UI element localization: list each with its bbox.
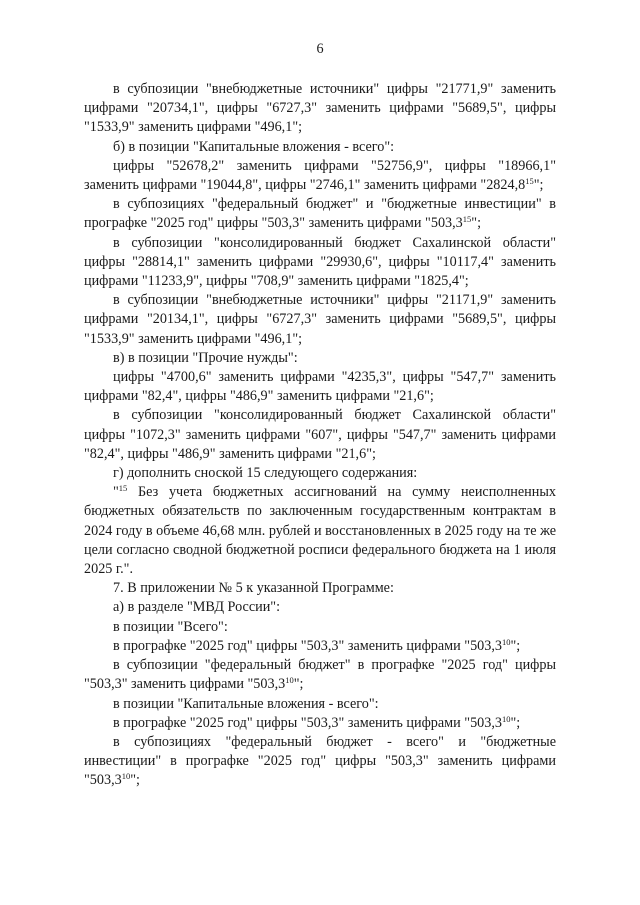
text-run: в позиции "Капитальные вложения - всего": — [113, 695, 379, 712]
paragraph — [84, 195, 556, 233]
text-run: в прографке "2025 год" цифры "503,3" заменить цифрами "503,3 — [113, 637, 503, 654]
paragraph — [84, 598, 556, 617]
text-run: "; — [130, 772, 140, 789]
text-run: а) в разделе "МВД России": — [113, 599, 281, 616]
text-run: в субпозиции "федеральный бюджет" в прографке "2025 год" цифры "503,3" заменить цифрами "503,3 — [84, 657, 556, 693]
paragraph — [84, 464, 556, 483]
paragraph — [84, 157, 556, 195]
paragraph — [84, 579, 556, 598]
text-run: в прографке "2025 год" цифры "503,3" заменить цифрами "503,3 — [113, 714, 503, 731]
text-run: "; — [510, 637, 521, 654]
text-run: Без учета бюджетных ассигнований на сумму неисполненных бюджетных обязательств по заключенным государственным контрактам в 2024 году в объеме 46,68 млн. рублей и восстановленных в 2025 году на те же цели согласно сводной бюджетной росписи федерального бюджета на 1 июля 2025 г.". — [84, 484, 556, 578]
footnote-marker: 10 — [502, 636, 511, 647]
paragraph — [84, 637, 556, 656]
paragraph — [84, 234, 556, 292]
text-run: "; — [533, 177, 544, 194]
paragraph — [84, 714, 556, 733]
text-run: цифры "4700,6" заменить цифрами "4235,3", цифры "547,7" заменить цифрами "82,4", цифры "486,9" заменить цифрами "21,6"; — [84, 369, 556, 405]
paragraph — [84, 138, 556, 157]
paragraph — [84, 483, 556, 579]
paragraph — [84, 349, 556, 368]
document-body — [84, 80, 556, 791]
text-run: "; — [471, 215, 482, 232]
text-run: в субпозиции "внебюджетные источники" цифры "21771,9" заменить цифрами "20734,1", цифры "6727,3" заменить цифрами "5689,5", цифры "1533,9" заменить цифрами "496,1"; — [84, 81, 556, 136]
footnote-marker: 15 — [118, 483, 128, 494]
text-run: в субпозициях "федеральный бюджет" и "бюджетные инвестиции" в прографке "2025 год" цифры "503,3" заменить цифрами "503,3 — [84, 196, 556, 232]
text-run: в субпозиции "консолидированный бюджет Сахалинской области" цифры "28814,1" заменить цифрами "29930,6", цифры "10117,4" заменить цифрами "11233,9", цифры "708,9" заменить цифрами "1825,4"; — [84, 234, 556, 290]
text-run: г) дополнить сноской 15 следующего содержания: — [113, 465, 418, 482]
text-run: б) в позиции "Капитальные вложения - всего": — [113, 138, 395, 155]
text-run: в) в позиции "Прочие нужды": — [113, 349, 298, 366]
footnote-marker: 10 — [285, 675, 294, 686]
paragraph — [84, 733, 556, 791]
text-run: " — [113, 484, 119, 501]
footnote-marker: 10 — [502, 713, 511, 724]
page-number: 6 — [316, 41, 324, 57]
paragraph — [84, 368, 556, 406]
paragraph — [84, 695, 556, 714]
text-run: в позиции "Всего": — [113, 618, 228, 635]
paragraph — [84, 618, 556, 637]
text-run: "; — [293, 676, 304, 693]
footnote-marker: 15 — [462, 214, 472, 225]
paragraph — [84, 291, 556, 349]
text-run: в субпозициях "федеральный бюджет - всего" и "бюджетные инвестиции" в прографке "2025 год" цифры "503,3" заменить цифрами "503,3 — [84, 733, 556, 789]
paragraph — [84, 656, 556, 694]
footnote-marker: 10 — [121, 771, 131, 782]
text-run: цифры "52678,2" заменить цифрами "52756,9", цифры "18966,1" заменить цифрами "19044,8", цифры "2746,1" заменить цифрами "2824,8 — [84, 157, 556, 194]
paragraph — [84, 80, 556, 138]
text-run: "; — [510, 714, 521, 731]
paragraph — [84, 406, 556, 464]
text-run: в субпозиции "консолидированный бюджет Сахалинской области" цифры "1072,3" заменить цифрами "607", цифры "547,7" заменить цифрами "82,4", цифры "486,9" заменить цифрами "21,6"; — [84, 407, 556, 462]
text-run: в субпозиции "внебюджетные источники" цифры "21171,9" заменить цифрами "20134,1", цифры "6727,3" заменить цифрами "5689,5", цифры "1533,9" заменить цифрами "496,1"; — [84, 292, 556, 347]
text-run: 7. В приложении № 5 к указанной Программе: — [113, 580, 394, 597]
footnote-marker: 15 — [525, 176, 534, 187]
